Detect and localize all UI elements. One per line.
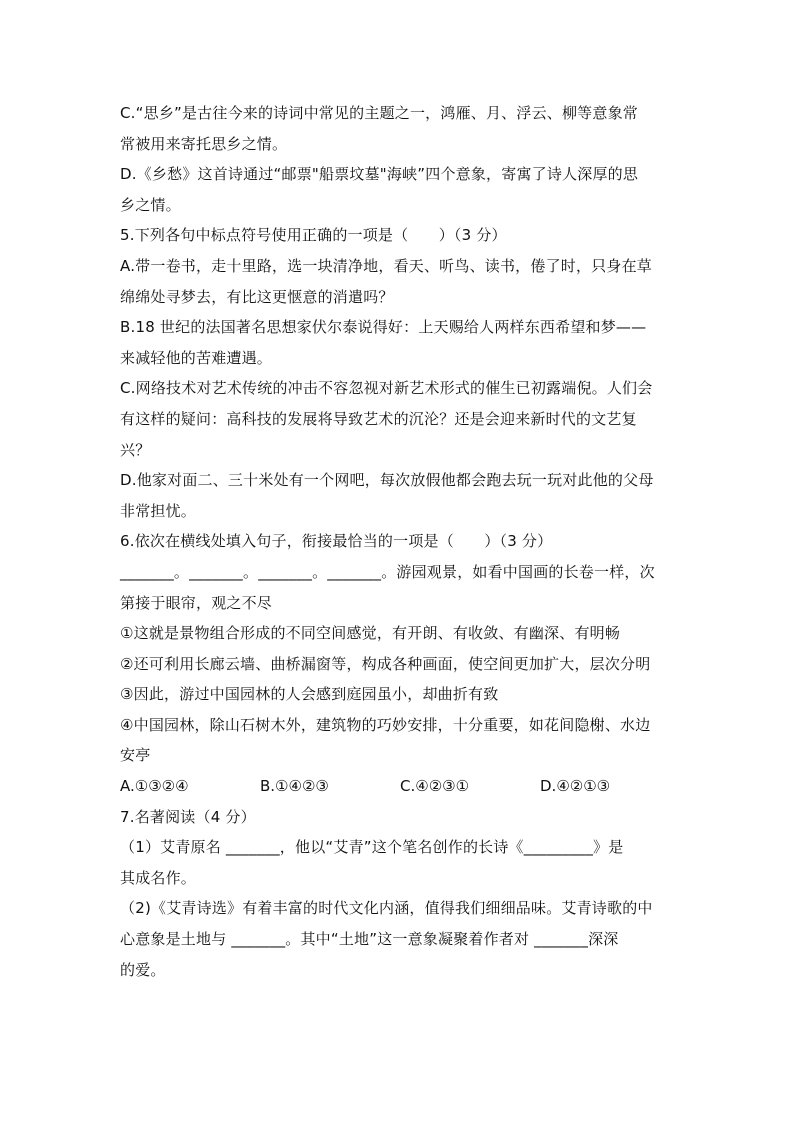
text-line: C.“思乡”是古往今来的诗词中常见的主题之一，鸿雁、月、浮云、柳等意象常 xyxy=(120,104,638,122)
option-c: C.④②③① xyxy=(400,777,470,796)
option-b: B.①④②③ xyxy=(260,777,329,796)
question-6-options xyxy=(120,771,680,802)
text-line: 非常担忧。 xyxy=(120,501,197,520)
text-line: ③因此，游过中国园林的人会感到庭园虽小，却曲折有致 xyxy=(120,685,499,704)
text-line: 其成名作。 xyxy=(120,868,197,887)
text-line: _______。_______。_______。_______。游园观景，如看中国画的长卷一样，次 xyxy=(120,562,655,581)
text-line: （1）艾青原名 _______，他以“艾青”这个笔名创作的长诗《_________》是 xyxy=(120,838,624,857)
text-line: 兴？ xyxy=(120,440,151,459)
text-line: 有这样的疑问：高科技的发展将导致艺术的沉沦？还是会迎来新时代的文艺复 xyxy=(120,409,637,428)
text-line: ②还可利用长廊云墙、曲桥漏窗等，构成各种画面，使空间更加扩大，层次分明 xyxy=(120,654,651,673)
exam-page xyxy=(120,98,680,985)
text-line: 安亭 xyxy=(120,746,151,765)
text-line: D.他家对面二、三十米处有一个网吧，每次放假他都会跑去玩一玩对此他的父母 xyxy=(120,471,654,490)
text-line: D.《乡愁》这首诗通过“邮票"船票坟墓"海峡”四个意象，寄寓了诗人深厚的思 xyxy=(120,165,639,184)
option-a: A.①③②④ xyxy=(120,777,189,796)
text-line: （2)《艾青诗选》有着丰富的时代文化内涵，值得我们细细品味。艾青诗歌的中 xyxy=(120,899,653,918)
text-line: A.带一卷书，走十里路，选一块清净地，看天、听鸟、读书，倦了时，只身在草 xyxy=(120,256,652,275)
text-line: ④中国园林，除山石树木外，建筑物的巧妙安排，十分重要，如花间隐榭、水边 xyxy=(120,715,651,734)
option-d: D.④②①③ xyxy=(540,777,611,796)
text-line: 常被用来寄托思乡之情。 xyxy=(120,134,288,153)
question-5-title: 5.下列各句中标点符号使用正确的一项是（ ）（3 分） xyxy=(120,226,507,245)
text-line: C.网络技术对艺术传统的冲击不容忽视对新艺术形式的催生已初露端倪。人们会 xyxy=(120,379,653,398)
text-line: 的爱。 xyxy=(120,960,166,979)
text-line: ①这就是景物组合形成的不同空间感觉，有开朗、有收敛、有幽深、有明畅 xyxy=(120,624,621,643)
text-line: B.18 世纪的法国著名思想家伏尔泰说得好：上天赐给人两样东西希望和梦—— xyxy=(120,318,647,337)
text-line: 绵绵处寻梦去，有比这更惬意的消遣吗？ xyxy=(120,287,394,306)
text-line: 第接于眼帘，观之不尽 xyxy=(120,593,273,612)
question-6-title: 6.依次在横线处填入句子，衔接最恰当的一项是（ ）（3 分） xyxy=(120,532,553,551)
text-line: 来减轻他的苦难遭遇。 xyxy=(120,348,273,367)
question-7-title: 7.名著阅读（4 分） xyxy=(120,807,256,826)
text-line: 心意象是土地与 _______。其中“土地”这一意象凝聚着作者对 _______深深 xyxy=(120,930,619,949)
text-line: 乡之情。 xyxy=(120,195,181,214)
